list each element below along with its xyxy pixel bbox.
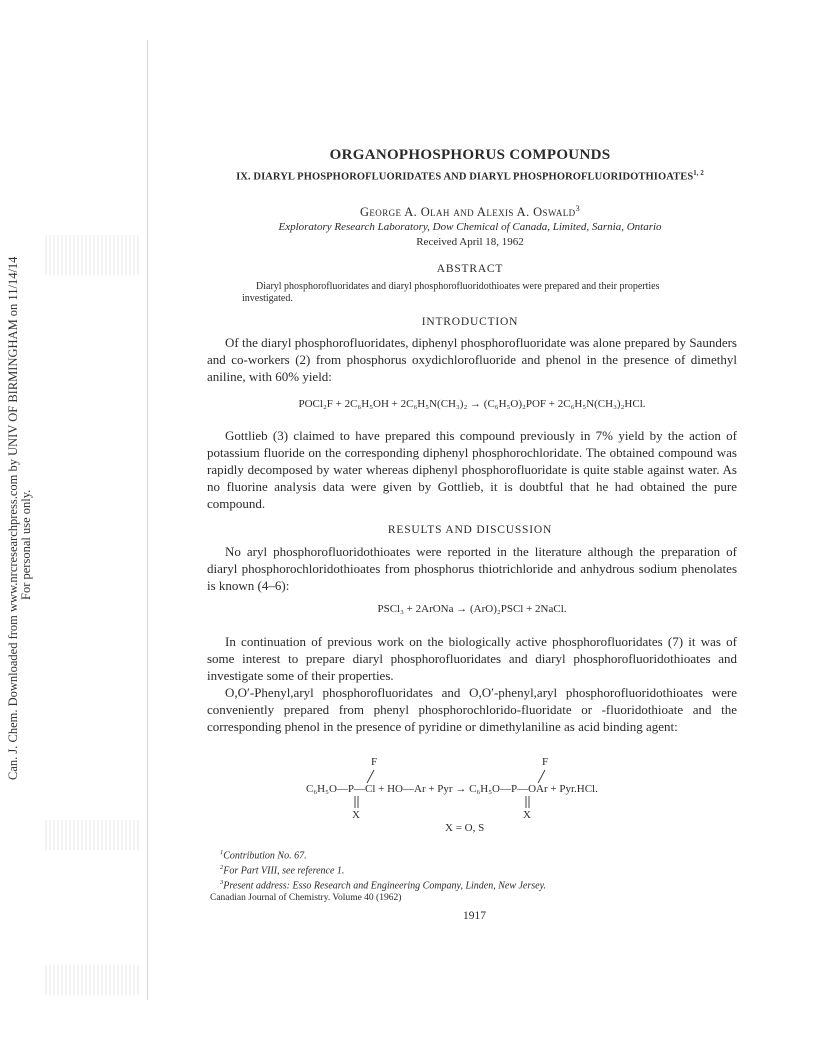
results-heading: RESULTS AND DISCUSSION bbox=[387, 524, 553, 536]
scan-artifact bbox=[45, 965, 140, 995]
footnote-text: Present address: Esso Research and Engineering Company, Linden, New Jersey. bbox=[223, 879, 546, 891]
introduction-heading: INTRODUCTION bbox=[421, 316, 519, 328]
abstract-heading: ABSTRACT bbox=[436, 263, 504, 275]
intro-paragraph-1: Of the diaryl phosphorofluoridates, diphenyl phosphorofluoridate was alone prepared by Saunders and co-workers (2) from phosphorus oxydichlorofluoride and phenol in the presence of dimethyl aniline, with 60% yield: bbox=[207, 335, 737, 384]
affiliation: Exploratory Research Laboratory, Dow Chemical of Canada, Limited, Sarnia, Ontario bbox=[278, 221, 662, 233]
abstract-text: Diaryl phosphorofluoridates and diaryl phosphorofluoridothioates were prepared and their properties investigated. bbox=[242, 281, 660, 304]
footnote bbox=[220, 847, 720, 862]
subtitle-text: IX. DIARYL PHOSPHOROFLUORIDATES AND DIARYL PHOSPHOROFLUORIDOTHIOATES bbox=[236, 171, 694, 183]
stamp-line-1: Can. J. Chem. Downloaded from www.nrcresearchpress.com by UNIV OF BIRMINGHAM on 11/14/14 bbox=[6, 256, 20, 780]
footnote bbox=[220, 877, 720, 892]
results-paragraph-3: O,O′-Phenyl,aryl phosphorofluoridates and O,O′-phenyl,aryl phosphorofluoridothioates were conveniently prepared from phenyl phosphorochlorido-fluoridate or -fluoridothioate and the corresponding phenol in the presence of pyridine or dimethylaniline as acid binding agent: bbox=[207, 685, 737, 734]
footnote-text: For Part VIII, see reference 1. bbox=[223, 865, 345, 877]
results-paragraph-1: No aryl phosphorofluoridothioates were reported in the literature although the preparation of diaryl phosphorochloridothioates from phosphorus thiotrichloride and anhydrous sodium phenolates is known (4–6): bbox=[207, 544, 737, 593]
fluorine-label-1: F bbox=[371, 756, 378, 768]
journal-citation: Canadian Journal of Chemistry. Volume 40 (1962) bbox=[210, 893, 402, 903]
x-label-2: X bbox=[523, 809, 531, 821]
author-footnote-mark: 3 bbox=[575, 204, 581, 213]
stamp-line-2: For personal use only. bbox=[19, 489, 33, 600]
footnote-mark: 2 bbox=[220, 863, 224, 871]
footnote-mark: 1 bbox=[220, 849, 224, 856]
equation-2: PSCl₃ + 2ArONa → (ArO)₂PSCl + 2NaCl. bbox=[377, 603, 567, 615]
intro-paragraph-2: Gottlieb (3) claimed to have prepared this compound previously in 7% yield by the action of potassium fluoride on the corresponding diphenyl phosphorochloridate. The obtained compound was rapidly decomposed by water whereas diphenyl phosphorofluoridate is quite stable against water. As no fluorine analysis data were given by Gottlieb, it is doubtful that he had obtained the pure compound. bbox=[207, 428, 737, 511]
reaction-equation: C₆H₅O—P—Cl + HO—Ar + Pyr → C₆H₅O—P—OAr + Pyr.HCl. bbox=[306, 783, 598, 795]
article-subtitle bbox=[190, 170, 750, 183]
equation-1: POCl₂F + 2C₆H₅OH + 2C₆H₅N(CH₃)₂ → (C₆H₅O)₂POF + 2C₆H₅N(CH₃)₂HCl. bbox=[298, 398, 646, 410]
download-stamp bbox=[0, 0, 40, 1053]
footnotes bbox=[220, 847, 720, 891]
subtitle-footnote-marks: 1, 2 bbox=[693, 170, 704, 177]
footnote-mark: 3 bbox=[220, 878, 224, 886]
footnote-text: Contribution No. 67. bbox=[223, 850, 307, 862]
page-number: 1917 bbox=[463, 910, 486, 922]
received-date: Received April 18, 1962 bbox=[416, 236, 524, 248]
article-title: ORGANOPHOSPHORUS COMPOUNDS bbox=[329, 147, 611, 163]
results-paragraph-2: In continuation of previous work on the biologically active phosphorofluoridates (7) it was of some interest to prepare diaryl phosphorofluoridates and diaryl phosphorofluoridothioates and investigate some of their properties. bbox=[207, 634, 737, 683]
scan-artifact bbox=[45, 820, 140, 850]
margin-rule bbox=[147, 40, 148, 1000]
x-label-1: X bbox=[352, 809, 360, 821]
fluorine-label-2: F bbox=[542, 756, 549, 768]
author-names: George A. Olah and Alexis A. Oswald bbox=[359, 205, 576, 220]
scan-artifact bbox=[45, 235, 140, 275]
bond-lines bbox=[306, 756, 706, 836]
footnote bbox=[220, 862, 720, 877]
authors bbox=[200, 204, 740, 220]
substituent-definition: X = O, S bbox=[445, 822, 485, 834]
reaction-scheme bbox=[306, 756, 706, 836]
